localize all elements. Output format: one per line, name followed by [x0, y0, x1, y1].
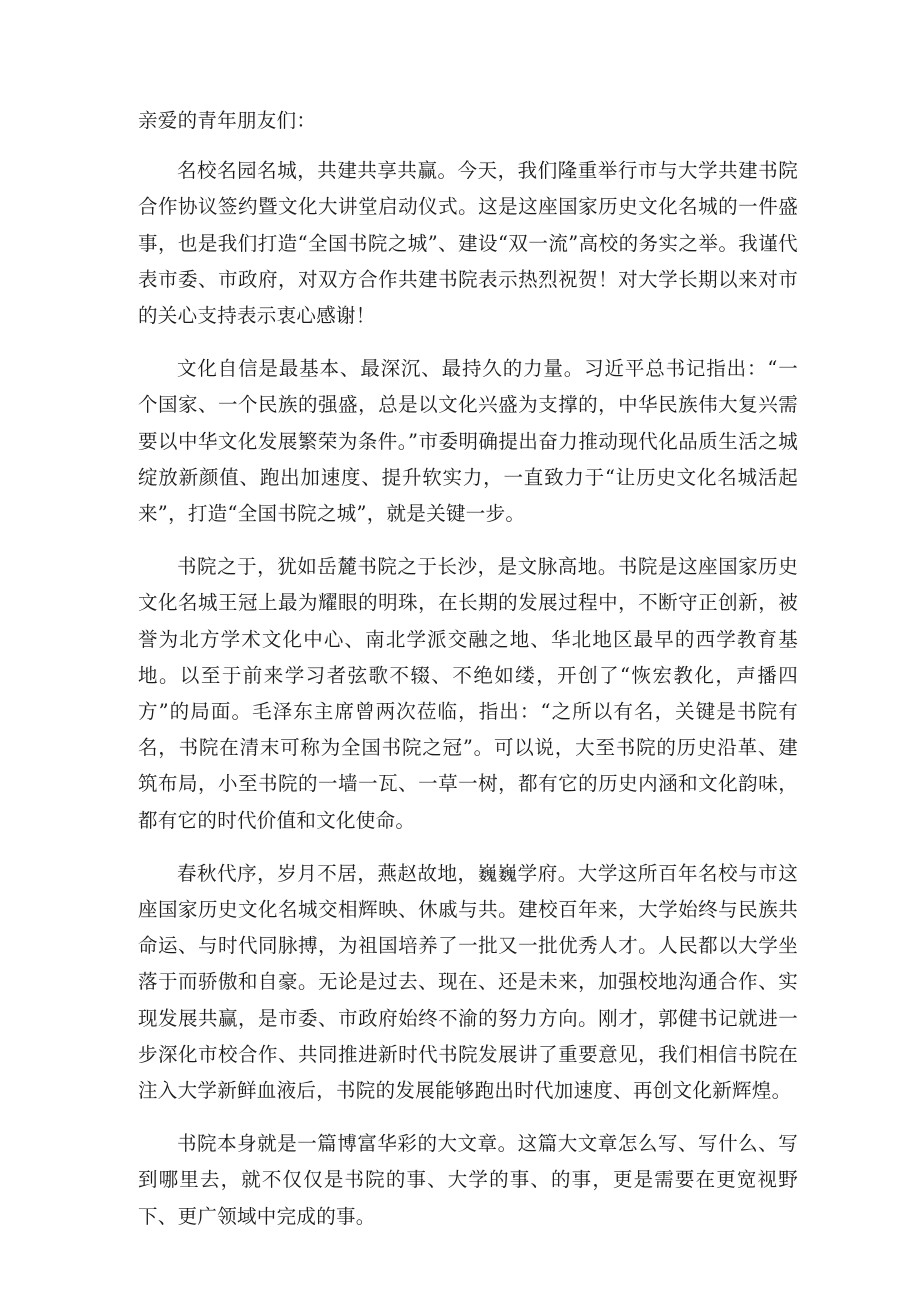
greeting-line: 亲爱的青年朋友们：	[138, 109, 317, 132]
document-body	[138, 103, 798, 1252]
paragraph-1: 名校名园名城，共建共享共赢。今天，我们隆重举行市与大学共建书院合作协议签约暨文化大讲堂启动仪式。这是这座国家历史文化名城的一件盛事，也是我们打造“全国书院之城”、建设“双一流”高校的务实之举。我谨代表市委、市政府，对双方合作共建书院表示热烈祝贺！对大学长期以来对市的关心支持表示衷心感谢！	[138, 159, 798, 328]
paragraph-4: 春秋代序，岁月不居，燕赵故地，巍巍学府。大学这所百年名校与市这座国家历史文化名城交相辉映、休戚与共。建校百年来，大学始终与民族共命运、与时代同脉搏，为祖国培养了一批又一批优秀人才。人民都以大学坐落于而骄傲和自豪。无论是过去、现在、还是未来，加强校地沟通合作、实现发展共赢，是市委、市政府始终不渝的努力方向。刚才，郭健书记就进一步深化市校合作、共同推进新时代书院发展讲了重要意见，我们相信书院在注入大学新鲜血液后，书院的发展能够跑出时代加速度、再创文化新辉煌。	[138, 861, 798, 1103]
paragraph-3: 书院之于，犹如岳麓书院之于长沙，是文脉高地。书院是这座国家历史文化名城王冠上最为耀眼的明珠，在长期的发展过程中，不断守正创新，被誉为北方学术文化中心、南北学派交融之地、华北地区最早的西学教育基地。以至于前来学习者弦歌不辍、不绝如缕，开创了“恢宏教化，声播四方”的局面。毛泽东主席曾两次莅临，指出：“之所以有名，关键是书院有名，书院在清末可称为全国书院之冠”。可以说，大至书院的历史沿革、建筑布局，小至书院的一墙一瓦、一草一树，都有它的历史内涵和文化韵味，都有它的时代价值和文化使命。	[138, 555, 798, 832]
paragraph-5: 书院本身就是一篇博富华彩的大文章。这篇大文章怎么写、写什么、写到哪里去，就不仅仅是书院的事、大学的事、的事，更是需要在更宽视野下、更广领域中完成的事。	[138, 1132, 798, 1228]
paragraph-2: 文化自信是最基本、最深沉、最持久的力量。习近平总书记指出：“一个国家、一个民族的强盛，总是以文化兴盛为支撑的，中华民族伟大复兴需要以中华文化发展繁荣为条件。”市委明确提出奋力推动现代化品质生活之城绽放新颜值、跑出加速度、提升软实力，一直致力于“让历史文化名城活起来”，打造“全国书院之城”，就是关键一步。	[138, 357, 798, 526]
